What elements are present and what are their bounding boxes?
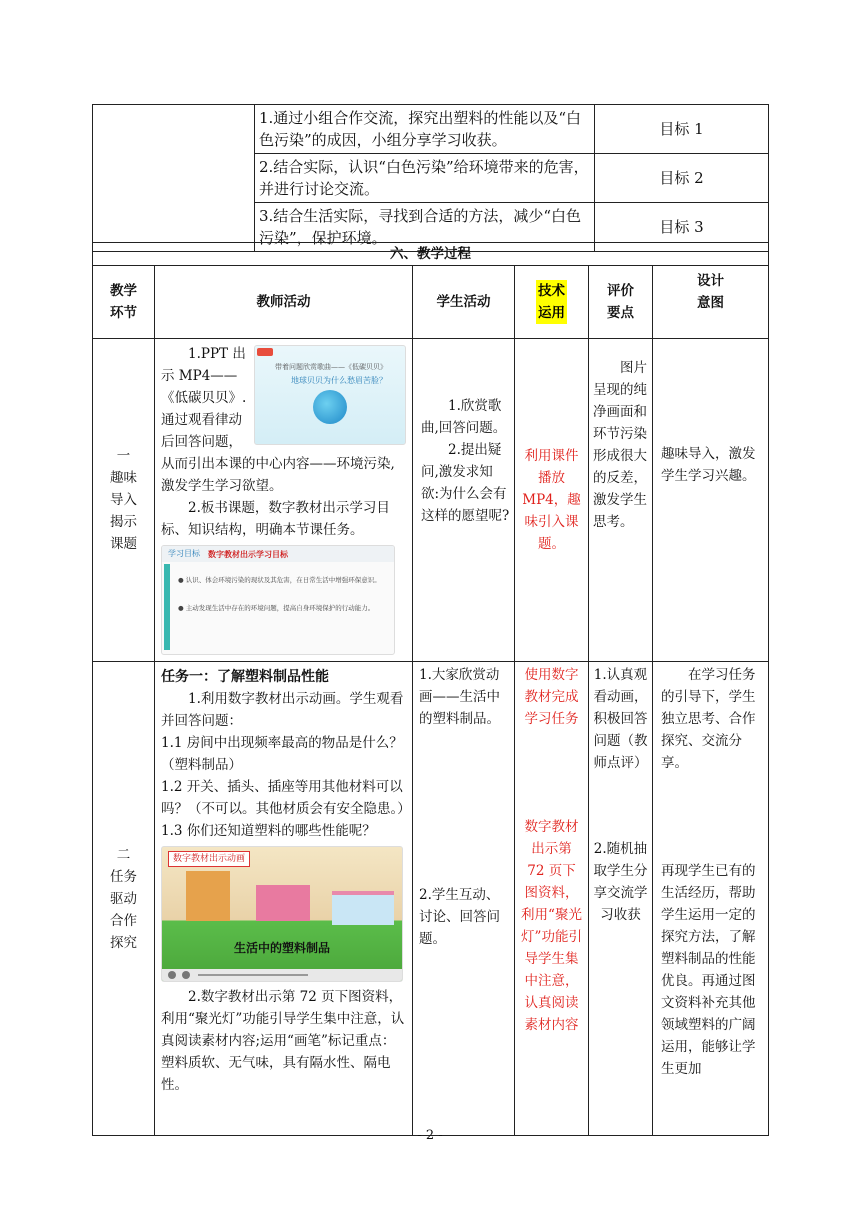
slide-caption: 数字教材出示动画 [168,851,250,867]
task-title: 任务一：了解塑料制品性能 [161,669,329,685]
teacher-question: 1.1 房间中出现频率最高的物品是什么？（塑料制品） [161,735,403,773]
teacher-question: 1.3 你们还知道塑料的哪些性能呢？ [161,823,376,839]
objective-row [93,105,769,154]
slide-title: 数字教材出示学习目标 [208,549,288,559]
objective-text: 1.通过小组合作交流，探究出塑料的性能以及“白色污染”的成因，小组分享学习收获。 [255,105,595,154]
eval-text: 2.随机抽取学生分享交流学习收获 [593,841,648,923]
bed-illustration [332,891,394,925]
student-text: 1.大家欣赏动画——生活中的塑料制品。 [419,667,500,727]
header-stage: 教学 环节 [93,266,155,339]
process-table [92,242,769,1136]
eval-text: 1.认真观看动画，积极回答问题（教师点评） [593,667,648,771]
header-student: 学生活动 [413,266,515,339]
teacher-text: 1.利用数字教材出示动画。学生观看并回答问题： [161,691,404,729]
student-text: 1.欣赏歌曲,回答问题。 [421,398,507,436]
shelf-illustration [186,871,230,921]
teacher-activity [155,339,413,662]
objectives-slide-image [161,545,395,655]
play-icon [168,971,176,979]
student-activity [413,339,515,662]
teacher-text: 2.数字教材出示第 72 页下图资料，利用“聚光灯”功能引导学生集中注意，认真阅读素材内容;运用“画笔”标记重点：塑料质软、无气味，具有隔水性、隔电性。 [161,989,405,1093]
stage-label: 二 任务 驱动 合作 探究 [93,662,155,1136]
volume-icon [182,971,190,979]
earth-icon [313,390,347,424]
slide-question: 地球贝贝为什么愁眉苦脸？ [291,376,387,385]
stage-row-1 [93,339,769,662]
slide-line: ● 主动发现生活中存在的环境问题，提高自身环境保护的行动能力。 [178,604,375,612]
desk-illustration [256,885,310,921]
slide-line: ● 认识、体会环境污染的现状及其危害，在日常生活中增强环保意识。 [178,576,381,584]
slide-header [162,546,394,562]
eval-points [589,339,653,662]
video-controls [162,969,402,981]
progress-bar [198,974,308,976]
objective-text: 2.结合实际，认识“白色污染”给环境带来的危害，并进行讨论交流。 [255,154,595,203]
tech-text: 使用数字教材完成学习任务 [524,667,579,727]
stage-row-2 [93,662,769,1136]
design-text: 再现学生已有的生活经历，帮助学生运用一定的探究方法，了解塑料制品的性能优良。再通过图文资料补充其他领域塑料的广阔运用，能够让学生更加 [661,863,756,1077]
slide-sidebar [164,564,170,650]
slide-tag: 学习目标 [168,549,200,558]
objective-text: 3.结合生活实际，寻找到合适的方法，减少“白色污染”，保护环境。 [255,203,595,252]
tech-text: 数字教材出示第 72 页下图资料，利用“聚光灯”功能引导学生集中注意，认真阅读素材内容 [521,819,582,1033]
header-tech: 技术 运用 [515,266,589,339]
objective-target: 目标 3 [595,203,769,252]
page-number: - 2 - [417,1128,443,1143]
teacher-text: 1.PPT 出示 MP4——《低碳贝贝》.通过观看律动后回答问题，从而引出本课的中心内容——环境污染,激发学生学习欲望。 [161,346,395,494]
objectives-blank-cell [93,105,255,252]
stage-label: 一 趣味 导入 揭示 课题 [93,339,155,662]
teacher-question: 1.2 开关、插头、插座等用其他材料可以吗？（不可以。其他材质会有安全隐患。） [161,779,411,817]
tech-usage: 利用课件播放 MP4，趣味引入课题。 [515,339,589,662]
header-teacher: 教师活动 [155,266,413,339]
slide-tag [257,348,273,356]
eval-points [589,662,653,1136]
objective-target: 目标 2 [595,154,769,203]
header-design: 设计 意图 [653,266,769,339]
eval-text: 图片呈现的纯净画面和环节污染形成很大的反差，激发学生思考。 [593,360,647,530]
song-slide-image [254,345,406,445]
slide-caption: 带着问题欣赏歌曲——《低碳贝贝》 [275,363,387,371]
teacher-activity [155,662,413,1136]
student-text: 2.学生互动、讨论、回答问题。 [419,887,500,947]
objectives-table [92,104,769,252]
slide-title: 生活中的塑料制品 [233,941,330,955]
design-text: 在学习任务的引导下，学生独立思考、合作探究、交流分享。 [661,667,756,771]
section-title: 六、教学过程 [93,243,769,266]
header-row [93,266,769,339]
design-intent: 趣味导入，激发学生学习兴趣。 [653,339,769,662]
design-intent [653,662,769,1136]
objective-target: 目标 1 [595,105,769,154]
tech-usage [515,662,589,1136]
header-eval: 评价 要点 [589,266,653,339]
animation-slide-image [161,846,403,982]
teacher-text: 2.板书课题，数字教材出示学习目标、知识结构，明确本节课任务。 [161,500,390,538]
student-text: 2.提出疑问,激发求知欲:为什么会有这样的愿望呢? [421,442,510,524]
student-activity [413,662,515,1136]
